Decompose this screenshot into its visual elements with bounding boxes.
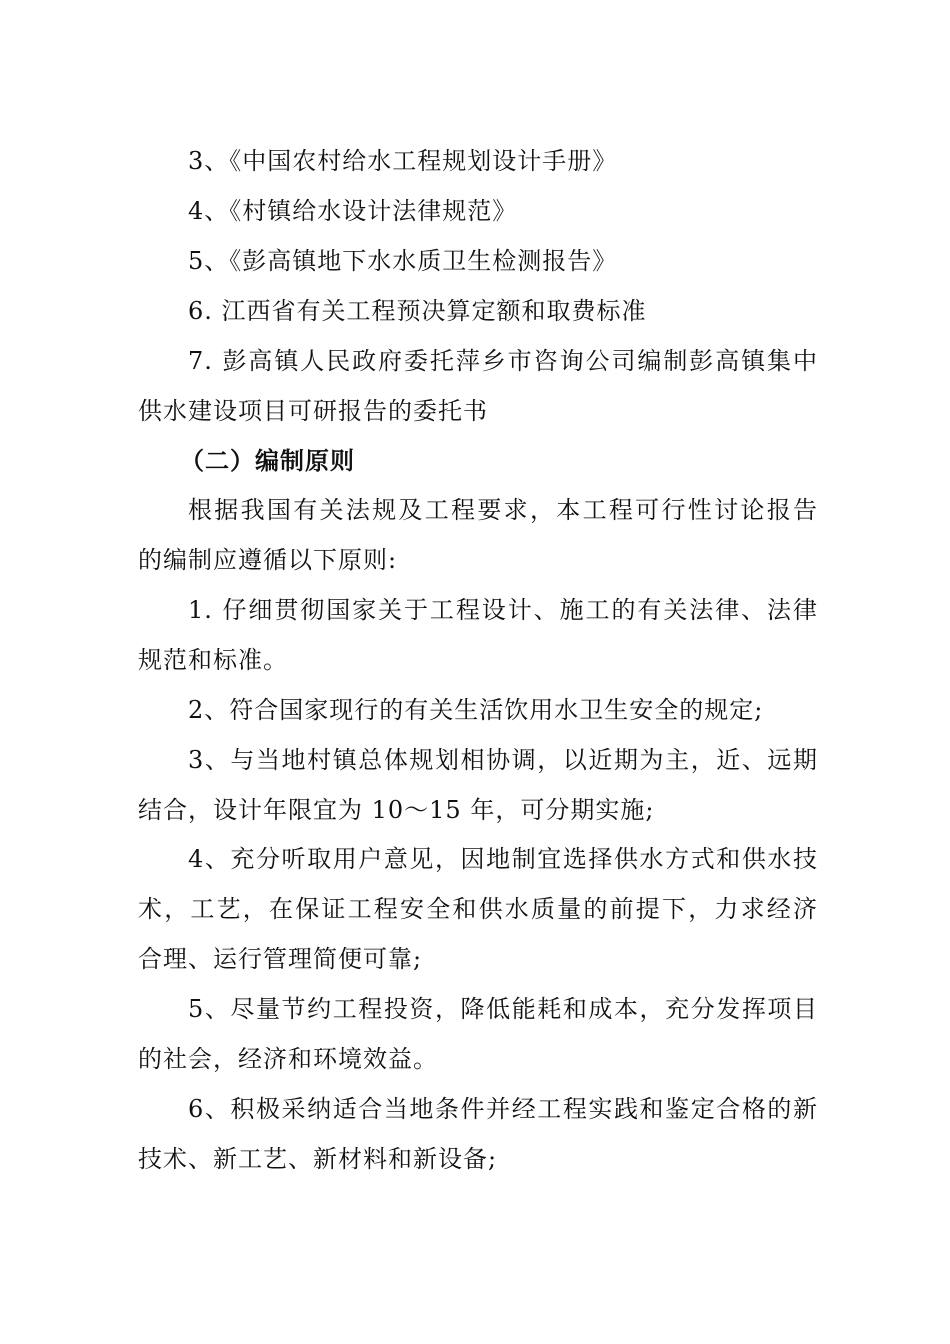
principle-4-line-1: 4、充分听取用户意见，因地制宜选择供水方式和供水技 <box>188 845 818 873</box>
reference-item-3: 3、《中国农村给水工程规划设计手册》 <box>188 147 618 175</box>
principle-3-line-2: 结合，设计年限宜为 10～15 年，可分期实施; <box>138 796 655 824</box>
principle-5-line-2: 的社会，经济和环境效益。 <box>138 1045 438 1073</box>
principle-6-line-2: 技术、新工艺、新材料和新设备; <box>138 1145 498 1173</box>
principle-4-line-3: 合理、运行管理简便可靠; <box>138 945 423 973</box>
principle-3-line-1: 3、与当地村镇总体规划相协调，以近期为主，近、远期 <box>188 746 818 774</box>
principle-1-line-1: 1. 仔细贯彻国家关于工程设计、施工的有关法律、法律 <box>188 596 818 624</box>
principle-6-line-1: 6、积极采纳适合当地条件并经工程实践和鉴定合格的新 <box>188 1095 818 1123</box>
principle-2: 2、符合国家现行的有关生活饮用水卫生安全的规定; <box>188 696 764 724</box>
principle-5-line-1: 5、尽量节约工程投资，降低能耗和成本，充分发挥项目 <box>188 995 818 1023</box>
principle-4-line-2: 术，工艺，在保证工程安全和供水质量的前提下，力求经济 <box>138 895 818 923</box>
section-heading: （二）编制原则 <box>180 447 355 475</box>
reference-item-7-line-1: 7. 彭高镇人民政府委托萍乡市咨询公司编制彭高镇集中 <box>188 347 818 375</box>
reference-item-5: 5、《彭高镇地下水水质卫生检测报告》 <box>188 247 618 275</box>
intro-line-1: 根据我国有关法规及工程要求，本工程可行性讨论报告 <box>188 496 818 524</box>
principle-1-line-2: 规范和标准。 <box>138 646 288 674</box>
reference-item-6: 6. 江西省有关工程预决算定额和取费标准 <box>188 297 647 325</box>
reference-item-4: 4、《村镇给水设计法律规范》 <box>188 197 518 225</box>
reference-item-7-line-2: 供水建设项目可研报告的委托书 <box>138 397 488 425</box>
intro-line-2: 的编制应遵循以下原则: <box>138 546 398 574</box>
